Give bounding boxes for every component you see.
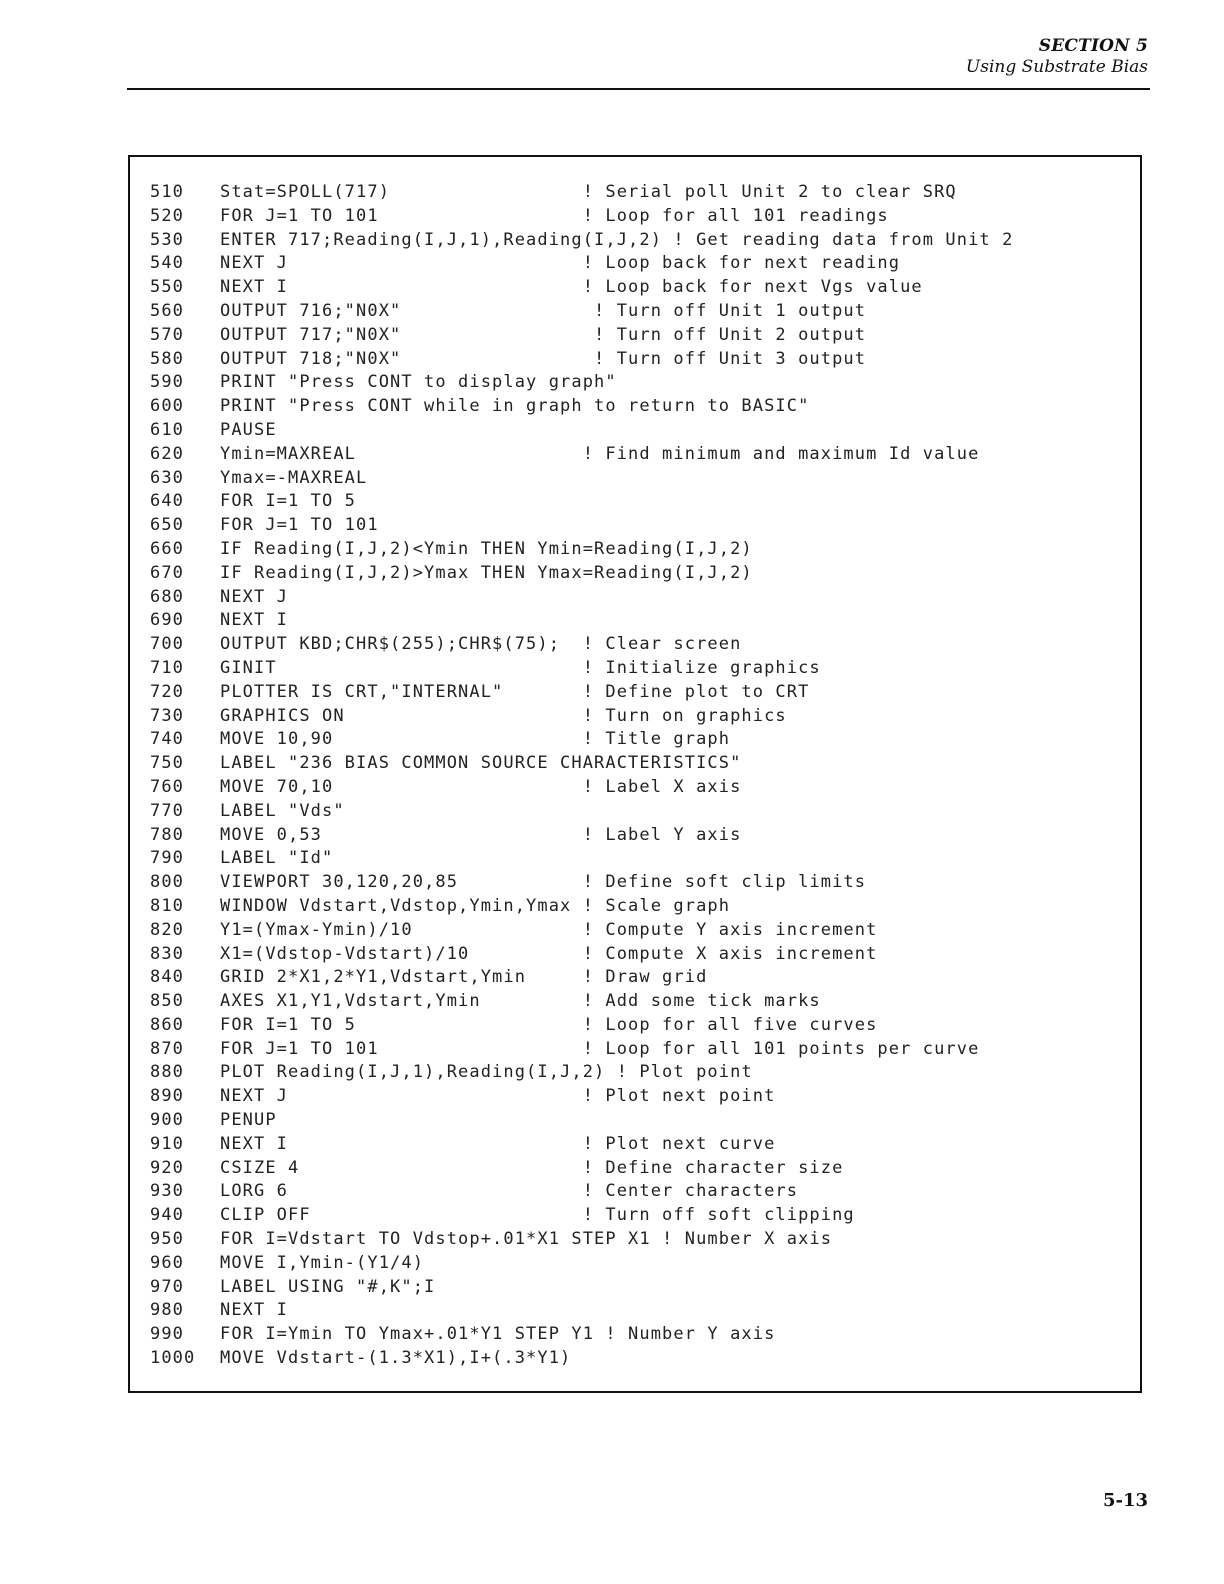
statement: GRID 2*X1,2*Y1,Vdstart,Ymin ! Draw grid: [220, 967, 708, 988]
line-number: 750: [150, 753, 185, 774]
statement: WINDOW Vdstart,Vdstop,Ymin,Ymax ! Scale graph: [220, 895, 731, 916]
statement: LABEL "236 BIAS COMMON SOURCE CHARACTERISTICS": [220, 753, 742, 774]
line-number: 530: [150, 229, 185, 250]
line-number: 810: [150, 895, 185, 916]
line-number: 690: [150, 610, 185, 631]
statement: NEXT J ! Loop back for next reading: [220, 253, 901, 274]
line-number: 640: [150, 491, 185, 512]
line-number: 910: [150, 1133, 185, 1154]
statement: Ymin=MAXREAL ! Find minimum and maximum Id value: [220, 443, 980, 464]
running-header: [966, 36, 1148, 78]
line-number: 970: [150, 1276, 185, 1297]
line-number: 880: [150, 1062, 185, 1083]
line-number: 760: [150, 776, 185, 797]
statement: NEXT J: [220, 586, 289, 607]
statement: PRINT "Press CONT while in graph to return to BASIC": [220, 396, 810, 417]
statement: OUTPUT 717;"N0X" ! Turn off Unit 2 output: [220, 324, 867, 345]
code-listing-box: [128, 155, 1142, 1393]
section-subtitle: Using Substrate Bias: [965, 57, 1148, 77]
line-number: 850: [150, 991, 185, 1012]
line-number: 580: [150, 348, 185, 369]
statement: CSIZE 4 ! Define character size: [220, 1157, 844, 1178]
line-number: 770: [150, 800, 185, 821]
line-number: 520: [150, 205, 185, 226]
statement: NEXT I: [220, 1300, 289, 1321]
statement: MOVE 0,53 ! Label Y axis: [220, 824, 742, 845]
statement: GINIT ! Initialize graphics: [220, 657, 821, 678]
line-number: 890: [150, 1086, 185, 1107]
line-number: 800: [150, 872, 185, 893]
line-number: 720: [150, 681, 185, 702]
line-number: 930: [150, 1181, 185, 1202]
line-number: 1000: [150, 1348, 196, 1369]
statement: IF Reading(I,J,2)>Ymax THEN Ymax=Reading(I,J,2): [220, 562, 753, 583]
statement: FOR J=1 TO 101 ! Loop for all 101 readings: [220, 205, 889, 226]
header-rule: [127, 88, 1150, 90]
line-number: 630: [150, 467, 185, 488]
line-number: 950: [150, 1229, 185, 1250]
line-number: 680: [150, 586, 185, 607]
line-number: 600: [150, 396, 185, 417]
statement: FOR J=1 TO 101 ! Loop for all 101 points per curve: [220, 1038, 980, 1059]
statement: GRAPHICS ON ! Turn on graphics: [220, 705, 787, 726]
statement: PAUSE: [220, 419, 277, 440]
statement: Ymax=-MAXREAL: [220, 467, 368, 488]
statement: NEXT J ! Plot next point: [220, 1086, 776, 1107]
line-number: 700: [150, 634, 185, 655]
statement: Y1=(Ymax-Ymin)/10 ! Compute Y axis increment: [220, 919, 878, 940]
line-number: 550: [150, 277, 185, 298]
statement: FOR I=1 TO 5: [220, 491, 357, 512]
statement: X1=(Vdstop-Vdstart)/10 ! Compute X axis increment: [220, 943, 878, 964]
statement: IF Reading(I,J,2)<Ymin THEN Ymin=Reading(I,J,2): [220, 538, 753, 559]
line-number: 620: [150, 443, 185, 464]
line-number: 920: [150, 1157, 185, 1178]
statement: MOVE Vdstart-(1.3*X1),I+(.3*Y1): [220, 1348, 572, 1369]
line-number: 610: [150, 419, 185, 440]
statement: NEXT I: [220, 610, 289, 631]
line-number: 660: [150, 538, 185, 559]
line-number: 940: [150, 1205, 185, 1226]
statement: OUTPUT 718;"N0X" ! Turn off Unit 3 output: [220, 348, 867, 369]
line-number: 570: [150, 324, 185, 345]
statement: PLOTTER IS CRT,"INTERNAL" ! Define plot to CRT: [220, 681, 810, 702]
line-number: 510: [150, 182, 185, 202]
line-number: 780: [150, 824, 185, 845]
page-number: 5-13: [1102, 1490, 1148, 1511]
line-number: 590: [150, 372, 185, 393]
statement: PLOT Reading(I,J,1),Reading(I,J,2) ! Plot point: [220, 1062, 753, 1083]
line-number: 820: [150, 919, 185, 940]
line-number: 990: [150, 1324, 185, 1345]
statement: LABEL "Vds": [220, 800, 345, 821]
statement: CLIP OFF ! Turn off soft clipping: [220, 1205, 855, 1226]
statement: NEXT I ! Loop back for next Vgs value: [220, 277, 923, 298]
statement: LORG 6 ! Center characters: [220, 1181, 799, 1202]
line-number: 870: [150, 1038, 185, 1059]
statement: MOVE 10,90 ! Title graph: [220, 729, 731, 750]
statement: ENTER 717;Reading(I,J,1),Reading(I,J,2) ! Get reading data from Unit 2: [220, 229, 1014, 250]
line-number: 830: [150, 943, 185, 964]
statement: VIEWPORT 30,120,20,85 ! Define soft clip limits: [220, 872, 867, 893]
section-title: SECTION 5: [1038, 36, 1148, 56]
line-number: 710: [150, 657, 185, 678]
statement: NEXT I ! Plot next curve: [220, 1133, 776, 1154]
statement: OUTPUT 716;"N0X" ! Turn off Unit 1 output: [220, 300, 867, 321]
line-number: 860: [150, 1014, 185, 1035]
line-number: 900: [150, 1110, 185, 1131]
line-number: 650: [150, 515, 185, 536]
statement: FOR I=1 TO 5 ! Loop for all five curves: [220, 1014, 878, 1035]
statement: LABEL "Id": [220, 848, 334, 869]
line-number: 960: [150, 1252, 185, 1273]
statement: FOR I=Vdstart TO Vdstop+.01*X1 STEP X1 ! Number X axis: [220, 1229, 833, 1250]
line-number: 740: [150, 729, 185, 750]
statement: Stat=SPOLL(717) ! Serial poll Unit 2 to clear SRQ: [220, 182, 957, 202]
line-number: 840: [150, 967, 185, 988]
statement: PRINT "Press CONT to display graph": [220, 372, 617, 393]
line-number: 980: [150, 1300, 185, 1321]
line-number: 790: [150, 848, 185, 869]
statement: OUTPUT KBD;CHR$(255);CHR$(75); ! Clear screen: [220, 634, 742, 655]
statement: MOVE I,Ymin-(Y1/4): [220, 1252, 425, 1273]
line-number: 670: [150, 562, 185, 583]
statement: PENUP: [220, 1110, 277, 1131]
statement: LABEL USING "#,K";I: [220, 1276, 436, 1297]
statement: FOR I=Ymin TO Ymax+.01*Y1 STEP Y1 ! Number Y axis: [220, 1324, 776, 1345]
line-number: 540: [150, 253, 185, 274]
line-number: 560: [150, 300, 185, 321]
line-number: 730: [150, 705, 185, 726]
statement: FOR J=1 TO 101: [220, 515, 379, 536]
statement: AXES X1,Y1,Vdstart,Ymin ! Add some tick marks: [220, 991, 821, 1012]
statement: MOVE 70,10 ! Label X axis: [220, 776, 742, 797]
